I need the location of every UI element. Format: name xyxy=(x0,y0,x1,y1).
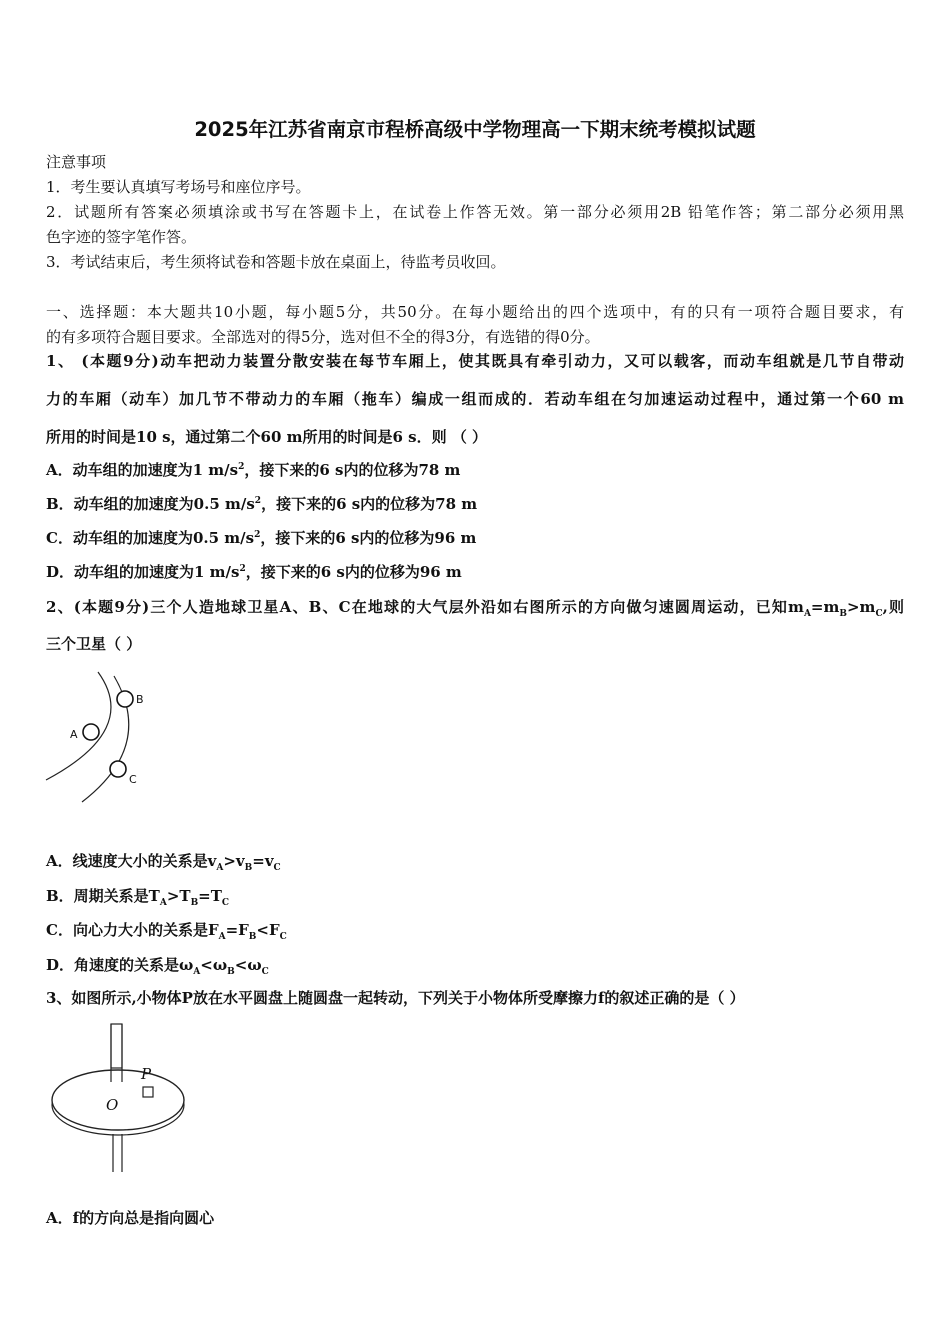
question-2-option-a: A．线速度大小的关系是$v_A>v_B=v_C$ xyxy=(46,852,281,873)
question-2-option-b: B．周期关系是$T_A>T_B=T_C$ xyxy=(46,887,230,908)
notice-item-2-cont: 色字迹的签字笔作答。 xyxy=(46,228,197,246)
satellite-b xyxy=(117,691,133,707)
rotating-disk-figure xyxy=(50,1024,195,1174)
question-2-line-2: 三个卫星（ ） xyxy=(46,635,142,653)
section-heading: 一、选择题：本大题共10小题，每小题5分，共50分。在每小题给出的四个选项中，有的只有一项符合题目要求，有 xyxy=(46,303,904,321)
satellite-a xyxy=(83,724,99,740)
question-3-line: 3、如图所示,小物体P放在水平圆盘上随圆盘一起转动，下列关于小物体所受摩擦力f的叙述正确的是（ ） xyxy=(46,989,745,1007)
satellite-orbit-figure xyxy=(40,668,160,808)
question-1-option-c: C．动车组的加速度为0.5 $m/s^2$，接下来的6 s内的位移为96 m xyxy=(46,529,477,547)
page-title: 2025年江苏省南京市程桥高级中学物理高一下期末统考模拟试题 xyxy=(194,118,756,141)
satellite-a-label: A xyxy=(70,728,78,741)
notice-heading: 注意事项 xyxy=(46,153,107,171)
satellite-c-label: C xyxy=(129,773,137,786)
question-3-option-a: A．f的方向总是指向圆心 xyxy=(46,1209,215,1227)
question-1-line-2: 力的车厢（动车）加几节不带动力的车厢（拖车）编成一组而成的．若动车组在匀加速运动过程中，通过第一个60 m xyxy=(46,390,904,408)
question-1-option-b: B．动车组的加速度为0.5 $m/s^2$，接下来的6 s内的位移为78 m xyxy=(46,495,478,513)
center-o-label: O xyxy=(106,1096,119,1114)
object-p xyxy=(143,1087,153,1097)
section-heading-cont: 的有多项符合题目要求。全部选对的得5分，选对但不全的得3分，有选错的得0分。 xyxy=(46,328,600,346)
inner-orbit-arc xyxy=(46,672,111,780)
object-p-label: P xyxy=(141,1065,152,1083)
satellite-c xyxy=(110,761,126,777)
question-1-line-1: 1、 (本题9分)动车把动力装置分散安装在每节车厢上，使其既具有牵引动力，又可以载客，而动车组就是几节自带动 xyxy=(46,352,904,370)
satellite-b-label: B xyxy=(136,693,144,706)
notice-item-2: 2．试题所有答案必须填涂或书写在答题卡上，在试卷上作答无效。第一部分必须用2B 铅笔作答；第二部分必须用黑 xyxy=(46,203,904,221)
question-1-line-3: 所用的时间是10 s，通过第二个60 m所用的时间是6 s．则 （ ） xyxy=(46,428,488,446)
shaft-top xyxy=(111,1024,122,1068)
question-2-option-c: C．向心力大小的关系是$F_A=F_B<F_C$ xyxy=(46,921,287,942)
notice-item-1: 1．考生要认真填写考场号和座位序号。 xyxy=(46,178,311,196)
notice-item-3: 3．考试结束后，考生须将试卷和答题卡放在桌面上，待监考员收回。 xyxy=(46,253,506,271)
question-2-option-d: D．角速度的关系是$\omega_A<\omega_B<\omega_C$ xyxy=(46,956,269,977)
question-1-option-a: A．动车组的加速度为1 $m/s^2$，接下来的6 s内的位移为78 m xyxy=(46,461,461,479)
question-1-option-d: D．动车组的加速度为1 $m/s^2$，接下来的6 s内的位移为96 m xyxy=(46,563,462,581)
question-2-line-1: 2、(本题9分)三个人造地球卫星A、B、C在地球的大气层外沿如右图所示的方向做匀速圆周运动，已知$m_A=m_B>m_C$,则 xyxy=(46,598,904,619)
